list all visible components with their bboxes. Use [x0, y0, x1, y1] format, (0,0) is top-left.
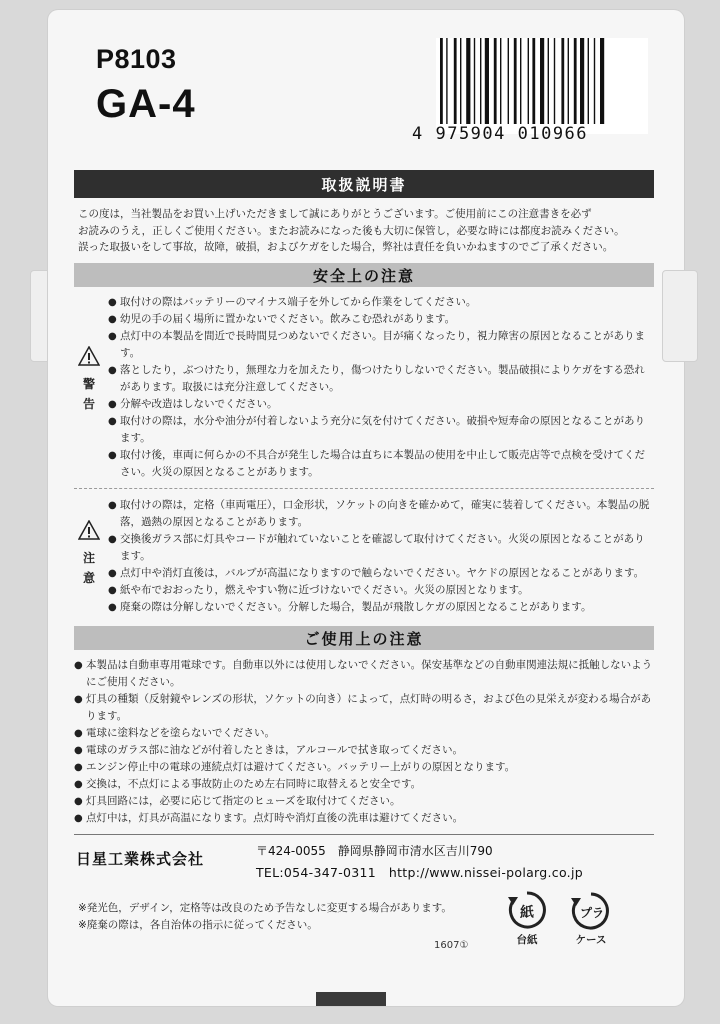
note-line: ※発光色，デザイン，定格等は改良のため予告なしに変更する場合があります。	[78, 902, 452, 914]
list-item: ● 電球のガラス部に油などが付着したときは，アルコールで拭き取ってください。	[74, 742, 654, 759]
plastic-recycle-label: ケース	[575, 934, 607, 946]
barcode-bar	[446, 38, 447, 124]
barcode-icon	[436, 38, 648, 134]
barcode-bar	[561, 38, 564, 124]
barcode-bar	[554, 38, 555, 124]
barcode-bar	[480, 38, 481, 124]
barcode-bar	[520, 38, 521, 124]
warning-triangle-icon	[78, 520, 100, 540]
list-item: ● 取付けの際は，水分や油分が付着しないよう充分に気を付けてください。破損や短寿命の原因となることがあります。	[108, 413, 654, 447]
list-item: ● 電球に塗料などを塗らないでください。	[74, 725, 654, 742]
note-line: ※廃棄の際は，各自治体の指示に従ってください。	[78, 919, 318, 931]
caution-label-char: 意	[82, 571, 95, 585]
company-address: 〒424-0055 静岡県静岡市清水区吉川790	[256, 844, 493, 858]
barcode-bar	[440, 38, 443, 124]
caution-list	[108, 497, 654, 616]
usage-list	[74, 657, 654, 827]
warning-label-char: 告	[82, 397, 95, 411]
company-name: 日星工業株式会社	[76, 850, 205, 868]
list-item: ● エンジン停止中の電球の連続点灯は避けてください。バッテリー上がりの原因となります。	[74, 759, 654, 776]
paper-recycle-symbol: 紙	[520, 905, 534, 921]
barcode-bar	[508, 38, 509, 124]
list-item: ● 取付け後，車両に何らかの不具合が発生した場合は直ちに本製品の使用を中止して販売店等で点検を受けてください。火災の原因となることがあります。	[108, 447, 654, 481]
usage-title: ご使用上の注意	[74, 626, 654, 650]
intro-line: お読みのうえ，正しくご使用ください。またお読みになった後も大切に保管し，必要な時には都度お読みください。	[78, 224, 625, 237]
list-item: ● 交換は，不点灯による事故防止のため左右同時に取替えると安全です。	[74, 776, 654, 793]
barcode-bar	[532, 38, 535, 124]
caution-label-char: 注	[82, 551, 95, 565]
hang-notch	[316, 992, 386, 1006]
barcode-bar	[466, 38, 470, 124]
barcode-bar	[500, 38, 501, 124]
company-contact: TEL:054-347-0311 http://www.nissei-polarg.co.jp	[256, 865, 583, 880]
notes	[78, 900, 452, 934]
list-item: ● 幼児の手の届く場所に置かないでください。飲みこむ恐れがあります。	[108, 311, 654, 328]
instructions-title: 取扱説明書	[74, 170, 654, 198]
paper-recycle-mark	[502, 890, 552, 947]
warning-label	[72, 346, 106, 414]
paper-recycle-label: 台紙	[516, 934, 538, 946]
plastic-recycle-mark	[562, 890, 620, 947]
list-item: ● 交換後ガラス部に灯具やコードが触れていないことを確認して取付けてください。火災の原因となることがあります。	[108, 531, 654, 565]
list-item: ● 廃棄の際は分解しないでください。分解した場合，製品が飛散しケガの原因となることがあります。	[108, 599, 654, 616]
barcode-bar	[494, 38, 497, 124]
warning-label-char: 警	[82, 377, 95, 391]
product-name: GA-4	[96, 82, 196, 126]
warning-triangle-icon	[78, 346, 100, 366]
intro-text	[78, 206, 658, 256]
safety-title: 安全上の注意	[74, 263, 654, 287]
section-divider	[74, 488, 654, 489]
list-item: ● 点灯中や消灯直後は，バルブが高温になりますので触らないでください。ヤケドの原因となることがあります。	[108, 565, 654, 582]
barcode-number: 4 975904 010966	[412, 124, 589, 144]
list-item: ● 取付けの際はバッテリーのマイナス端子を外してから作業をしてください。	[108, 294, 654, 311]
barcode-bar	[485, 38, 489, 124]
barcode-bar	[600, 38, 604, 124]
print-code: 1607①	[434, 940, 469, 951]
list-item: ● 灯具の種類（反射鏡やレンズの形状，ソケットの向き）によって，点灯時の明るさ，および色の見栄えが変わる場合があります。	[74, 691, 654, 725]
list-item: ● 点灯中の本製品を間近で長時間見つめないでください。目が痛くなったり，視力障害の原因となることがあります。	[108, 328, 654, 362]
barcode-bar	[514, 38, 517, 124]
barcode-bar	[580, 38, 584, 124]
footer-divider	[74, 834, 654, 835]
product-model: P8103	[96, 44, 177, 74]
list-item: ● 紙や布でおおったり，燃えやすい物に近づけないでください。火災の原因となります。	[108, 582, 654, 599]
barcode-bar	[594, 38, 595, 124]
paper-recycle-icon	[505, 890, 549, 930]
list-item: ● 取付けの際は，定格（車両電圧），口金形状，ソケットの向きを確かめて，確実に装着してください。本製品の脱落，過熱の原因となることがあります。	[108, 497, 654, 531]
list-item: ● 分解や改造はしないでください。	[108, 396, 654, 413]
list-item: ● 灯具回路には，必要に応じて指定のヒューズを取付けてください。	[74, 793, 654, 810]
intro-line: 誤った取扱いをして事故，故障，破損，およびケガをした場合，弊社は責任を負いかねますのでご了承ください。	[78, 241, 614, 253]
blister-tab-right	[662, 270, 698, 362]
barcode-bar	[528, 38, 529, 124]
plastic-recycle-icon	[565, 890, 617, 930]
barcode-bar	[568, 38, 569, 124]
barcode-bar	[588, 38, 589, 124]
barcode-bar	[540, 38, 544, 124]
barcode-bar	[574, 38, 577, 124]
barcode-bar	[474, 38, 475, 124]
plastic-recycle-symbol: プラ	[579, 906, 605, 920]
list-item: ● 点灯中は，灯具が高温になります。点灯時や消灯直後の洗車は避けてください。	[74, 810, 654, 827]
barcode-bar	[460, 38, 461, 124]
intro-line: この度は，当社製品をお買い上げいただきまして誠にありがとうございます。ご使用前にこの注意書きを必ず	[78, 208, 592, 220]
barcode-bar	[548, 38, 549, 124]
warning-list	[108, 294, 654, 481]
list-item: ● 落としたり，ぶつけたり，無理な力を加えたり，傷つけたりしないでください。製品破損によりケガをする恐れがあります。取扱には充分注意してください。	[108, 362, 654, 396]
caution-label	[72, 520, 106, 588]
list-item: ● 本製品は自動車専用電球です。自動車以外には使用しないでください。保安基準などの自動車関連法規に抵触しないようにご使用ください。	[74, 657, 654, 691]
barcode-bar	[454, 38, 457, 124]
